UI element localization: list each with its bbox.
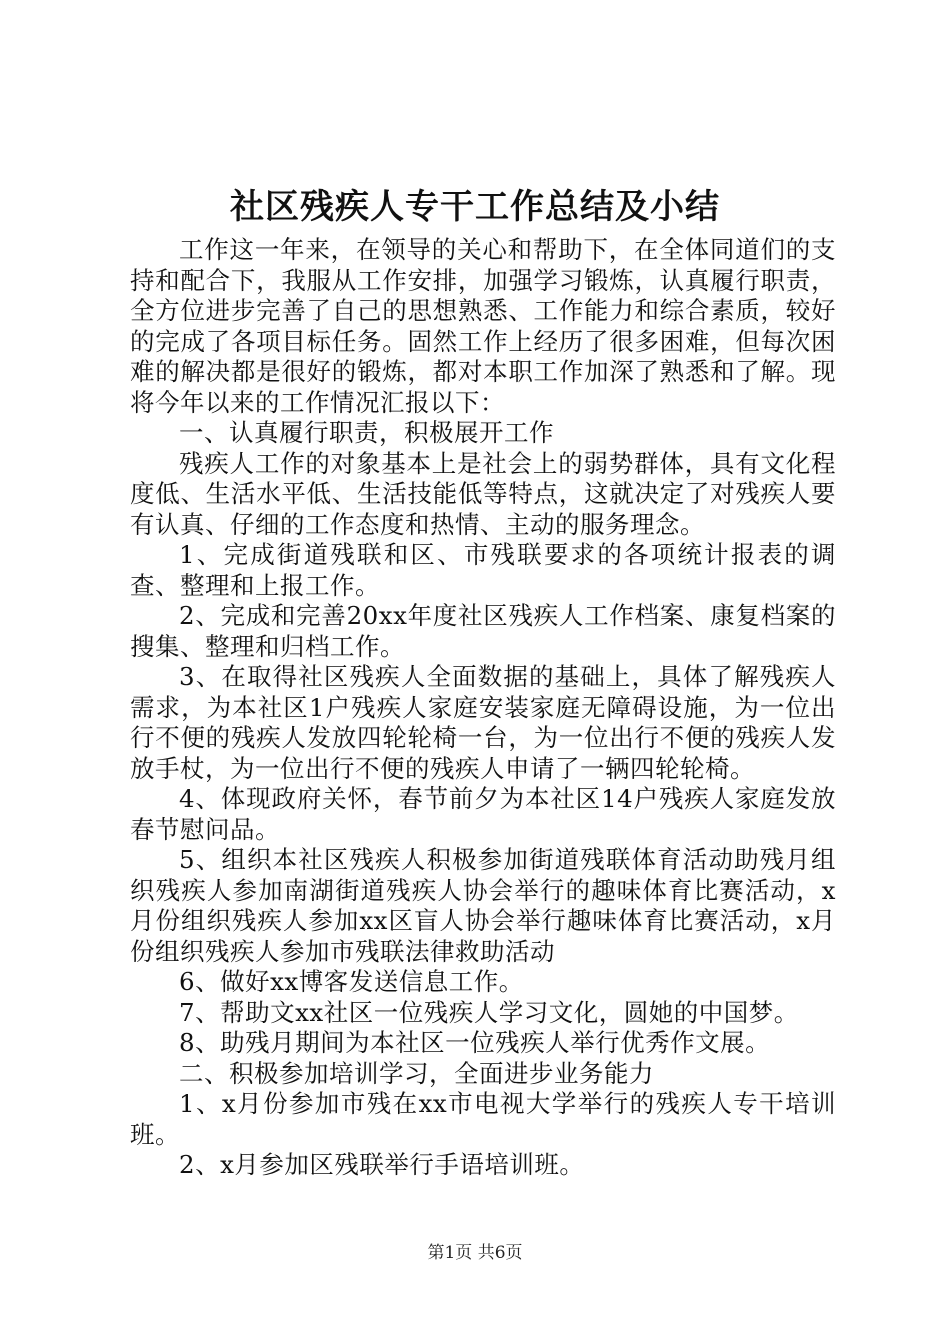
list-item-1-1: 1、完成街道残联和区、市残联要求的各项统计报表的调查、整理和上报工作。 [130,540,836,600]
page-footer: 第1页 共6页 [427,1243,523,1263]
section-heading-2: 二、积极参加培训学习，全面进步业务能力 [179,1058,654,1088]
list-item-1-2: 2、完成和完善20xx年度社区残疾人工作档案、康复档案的搜集、整理和归档工作。 [130,601,836,661]
section-heading-1: 一、认真履行职责，积极展开工作 [179,418,554,447]
paragraph-section-1-intro: 残疾人工作的对象基本上是社会上的弱势群体，具有文化程度低、生活水平低、生活技能低等特点，这就决定了对残疾人要有认真、仔细的工作态度和热情、主动的服务理念。 [130,448,836,539]
list-item-1-7: 7、帮助文xx社区一位残疾人学习文化，圆她的中国梦。 [179,997,799,1027]
paragraph-intro: 工作这一年来，在领导的关心和帮助下，在全体同道们的支持和配合下，我服从工作安排，加强学习锻炼，认真履行职责，全方位进步完善了自己的思想熟悉、工作能力和综合素质，较好的完成了各项目标任务。固然工作上经历了很多困难，但每次困难的解决都是很好的锻炼，都对本职工作加深了熟悉和了解。现将今年以来的工作情况汇报以下： [130,235,836,417]
list-item-2-2: 2、x月参加区残联举行手语培训班。 [179,1150,585,1179]
list-item-1-8: 8、助残月期间为本社区一位残疾人举行优秀作文展。 [179,1028,771,1057]
list-item-1-3: 3、在取得社区残疾人全面数据的基础上，具体了解残疾人需求，为本社区1户残疾人家庭安装家庭无障碍设施，为一位出行不便的残疾人发放四轮轮椅一台，为一位出行不便的残疾人发放手杖，为一位出行不便的残疾人申请了一辆四轮轮椅。 [130,662,836,783]
list-item-1-6: 6、做好xx博客发送信息工作。 [179,967,524,996]
document-body [130,235,836,1181]
list-item-1-5: 5、组织本社区残疾人积极参加街道残联体育活动助残月组织残疾人参加南湖街道残疾人协会举行的趣味体育比赛活动，x月份组织残疾人参加xx区盲人协会举行趣味体育比赛活动，x月份组织残疾人参加市残联法律救助活动 [130,845,836,966]
list-item-2-1: 1、x月份参加市残在xx市电视大学举行的残疾人专干培训班。 [130,1089,836,1149]
document-title: 社区残疾人专干工作总结及小结 [230,187,720,227]
list-item-1-4: 4、体现政府关怀，春节前夕为本社区14户残疾人家庭发放春节慰问品。 [130,784,836,844]
